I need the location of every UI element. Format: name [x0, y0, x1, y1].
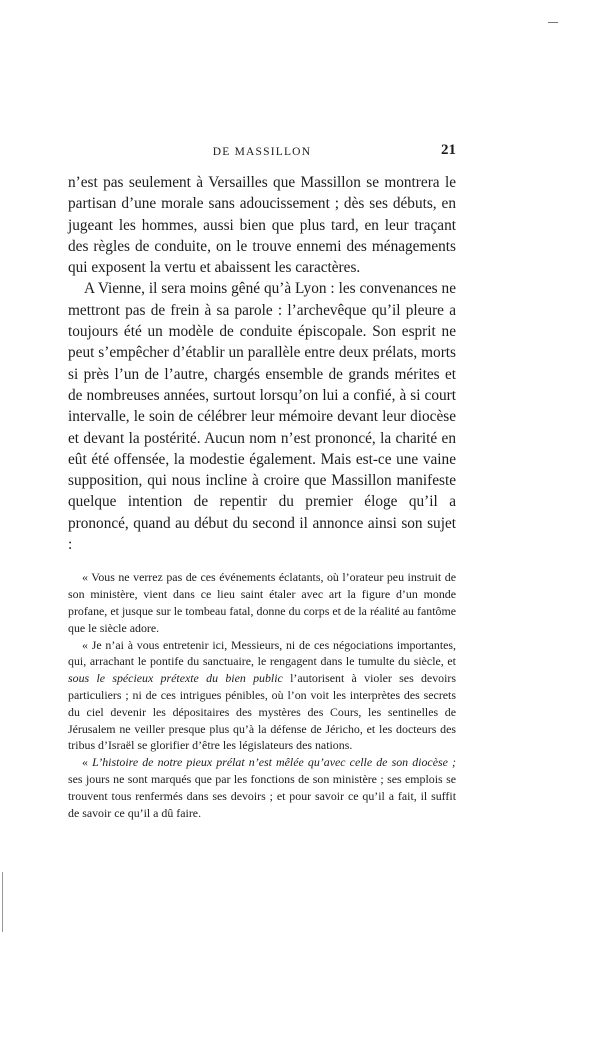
- running-title: DE MASSILLON: [212, 146, 312, 158]
- corner-mark: [548, 22, 558, 23]
- quote-paragraph-3: [68, 754, 456, 821]
- running-head: [68, 142, 456, 166]
- quote-paragraph-2: [68, 637, 456, 755]
- quote-2-text-start: « Je n’ai à vous entretenir ici, Messieurs, ni de ces négociations importantes, qui, arrachant le pontife du sanctuaire, le rengagent dans le tumulte du siècle, et: [68, 637, 456, 669]
- book-page: [68, 142, 456, 821]
- quote-3-text-end: ses jours ne sont marqués que par les fonctions de son ministère ; ses emplois se trouvent tous renfermés dans ses devoirs ; et pour savoir ce qu’il a fait, il suffit de savoir ce qu’il a dû faire.: [68, 771, 456, 820]
- paragraph-vienne: A Vienne, il sera moins gêné qu’à Lyon : les convenances ne mettront pas de frein à sa parole : l’archevêque qu’il pleure a toujours été un modèle de conduite épiscopale. Son esprit ne peut s’empêcher d’établir un parallèle entre deux prélats, morts si près l’un de l’autre, chargés ensemble de grands mérites et de nombreuses années, surtout lorsqu’on lui a confié, à si court intervalle, le soin de célébrer leur mémoire devant leur diocèse et devant la postérité. Aucun nom n’est prononcé, la charité en eût été offensée, la modestie également. Mais est-ce une vaine supposition, qui nous incline à croire que Massillon manifeste quelque intention de repentir du premier éloge qu’il a prononcé, quand au début du second il annonce ainsi son sujet :: [68, 280, 456, 554]
- quote-3-open-mark: «: [82, 755, 93, 770]
- page-number: 21: [441, 142, 456, 158]
- edge-mark: [2, 872, 3, 932]
- paragraph-continuation: n’est pas seulement à Versailles que Massillon se montrera le partisan d’une morale sans adoucissement ; dès ses débuts, en jugeant les hommes, aussi bien que plus tard, en leur traçant des règles de conduite, on le trouve ennemi des ménagements qui exposent la vertu et abaissent les caractères.: [68, 174, 456, 277]
- quote-2-italic: sous le spécieux prétexte du bien public: [68, 671, 283, 686]
- quote-2-text-end: l’autorisent à violer ses devoirs particuliers ; ni de ces intrigues pénibles, où l’on voit les interprètes des secrets du ciel devenir les dépositaires des mystères des Cours, les sentinelles de Jérusalem ne veiller presque plus qu’à la défense de Jéricho, et les docteurs des tribus d’Israël se glorifier d’être les législateurs des nations.: [68, 671, 456, 753]
- body-text: [68, 172, 456, 555]
- quote-3-italic: L’histoire de notre pieux prélat n’est mêlée qu’avec celle de son diocèse ;: [92, 755, 456, 770]
- quote-paragraph-1: « Vous ne verrez pas de ces événements éclatants, où l’orateur peu instruit de son ministère, vient dans ce lieu saint étaler avec art la figure d’un monde profane, et jusque sur le tombeau fatal, donne du corps et de la réalité au fantôme que le siècle adore.: [68, 570, 456, 635]
- quotation-block: [68, 569, 456, 821]
